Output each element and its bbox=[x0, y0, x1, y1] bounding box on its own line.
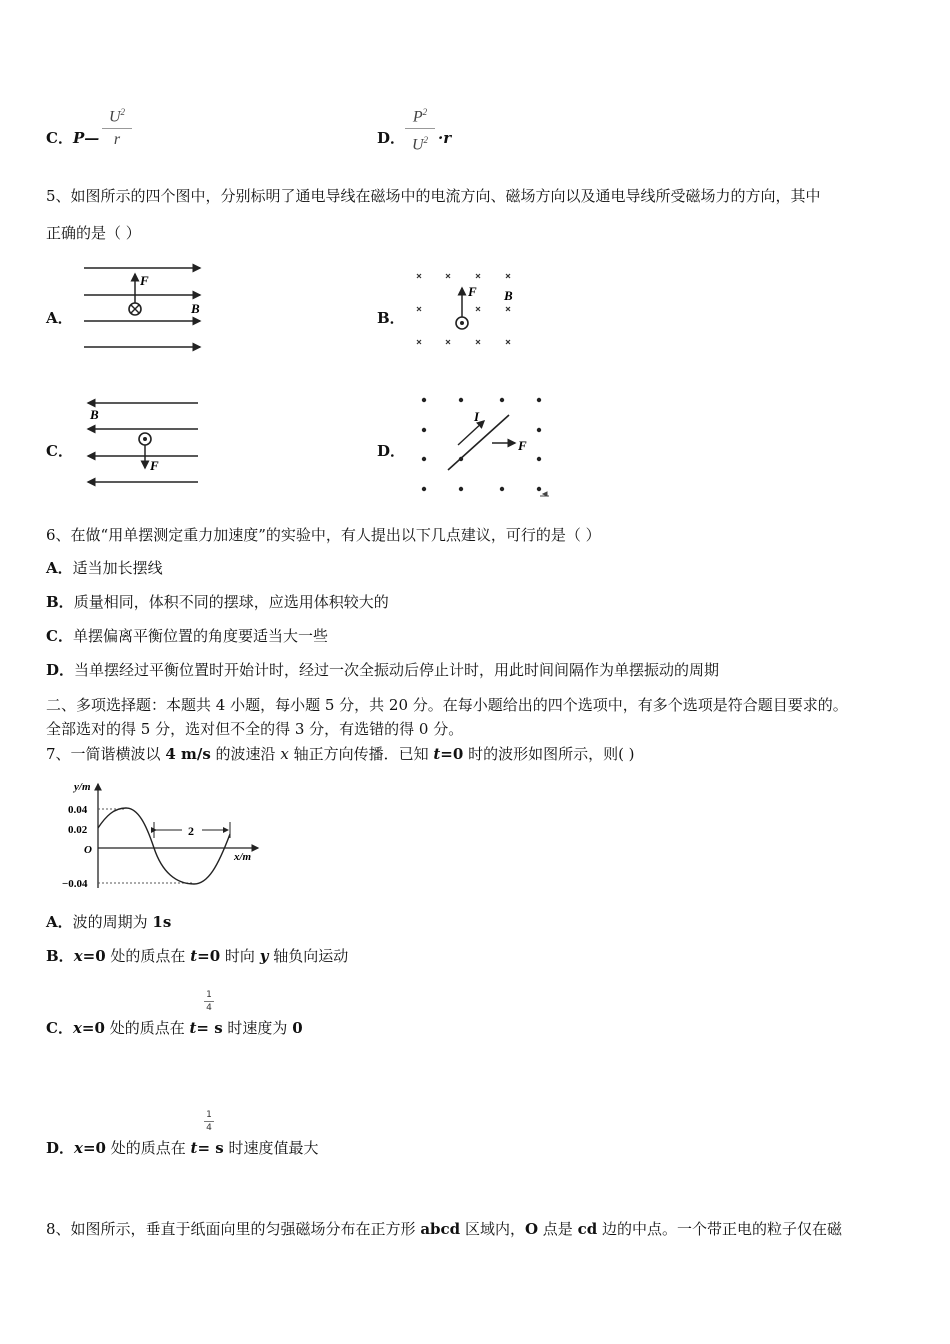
q6-a-text: 适当加长摆线 bbox=[72, 559, 163, 577]
q5-figure-d bbox=[412, 390, 558, 500]
force-label: F bbox=[140, 273, 149, 288]
y-axis-label: y/m bbox=[74, 781, 91, 793]
q8-stem bbox=[46, 1219, 842, 1239]
q4-d-den: U bbox=[411, 136, 424, 154]
q5-figure-b bbox=[408, 266, 528, 352]
q7-wave-figure bbox=[58, 778, 268, 894]
q6-option-a bbox=[46, 558, 163, 578]
wavelength-label: 2 bbox=[188, 824, 194, 838]
q8-d: O bbox=[524, 1220, 539, 1238]
force-label: F bbox=[518, 438, 527, 453]
q6-d-label: D． bbox=[46, 661, 75, 679]
q6-b-label: B． bbox=[46, 593, 74, 611]
q4-option-d-fraction bbox=[405, 103, 435, 155]
q7-stem-c: 的波速沿 bbox=[210, 745, 281, 763]
q8-b: abcd bbox=[420, 1220, 461, 1238]
q8-a: 8、如图所示，垂直于纸面向里的匀强磁场分布在正方形 bbox=[46, 1220, 421, 1238]
q7-b-d: 时向 bbox=[220, 947, 260, 965]
q8-g: 边的中点。一个带正电的粒子仅在磁 bbox=[597, 1220, 842, 1238]
q4-d-post: ·r bbox=[438, 129, 452, 147]
q7-stem-x: x bbox=[280, 745, 289, 763]
y-tick-neg-0.04: −0.04 bbox=[62, 878, 88, 890]
q7-a-text: 波的周期为 bbox=[72, 913, 153, 931]
q7-b-c: =0 bbox=[197, 947, 221, 965]
q4-d-num-exp: 2 bbox=[422, 107, 428, 117]
q5-figure-c bbox=[80, 394, 204, 492]
q4-c-num: U bbox=[108, 108, 121, 126]
q7-d-unit: s bbox=[215, 1139, 224, 1157]
q7-b-b: 处的质点在 bbox=[105, 947, 191, 965]
q6-c-text: 单摆偏离平衡位置的角度要适当大一些 bbox=[72, 627, 328, 645]
field-label: B bbox=[504, 288, 513, 303]
q7-stem-h: 时的波形如图所示，则( ) bbox=[463, 745, 635, 763]
field-label: B bbox=[191, 301, 200, 316]
q7-b-label: B． bbox=[46, 947, 74, 965]
q6-option-c bbox=[46, 626, 328, 646]
q7-option-b bbox=[46, 946, 348, 966]
force-label: F bbox=[468, 284, 477, 299]
current-label: I bbox=[474, 409, 480, 424]
q7-c-fraction bbox=[204, 990, 214, 1013]
q7-c-t: t bbox=[189, 1019, 197, 1037]
q6-stem: 6、在做“用单摆测定重力加速度”的实验中，有人提出以下几点建议，可行的是（ ） bbox=[46, 526, 601, 544]
q6-d-text: 当单摆经过平衡位置时开始计时，经过一次全振动后停止计时，用此时间间隔作为单摆振动的周期 bbox=[74, 661, 720, 679]
q4-c-num-exp: 2 bbox=[120, 107, 126, 117]
q7-option-a bbox=[46, 912, 171, 932]
q7-option-d bbox=[46, 1138, 319, 1158]
y-tick-0.02: 0.02 bbox=[68, 824, 88, 836]
q7-a-label: A． bbox=[46, 913, 73, 931]
q5-label-c: C． bbox=[46, 442, 73, 460]
q8-c: 区域内， bbox=[460, 1220, 525, 1238]
origin-label: O bbox=[84, 844, 92, 856]
x-axis-label: x/m bbox=[234, 851, 252, 863]
q7-d-num: 1 bbox=[206, 1110, 212, 1120]
q7-stem-g: =0 bbox=[440, 745, 464, 763]
q4-option-c-label: C． bbox=[46, 129, 73, 147]
q7-c-f: 0 bbox=[292, 1019, 303, 1037]
q7-c-c: = bbox=[196, 1019, 215, 1037]
section2-instructions-line1: 二、多项选择题：本题共 4 小题，每小题 5 分，共 20 分。在每小题给出的四个选项中，有多个选项是符合题目要求的。 bbox=[46, 696, 848, 714]
q7-c-x: x bbox=[72, 1019, 82, 1037]
q7-d-fraction bbox=[204, 1110, 214, 1133]
q7-b-x: x bbox=[73, 947, 83, 965]
q6-a-label: A． bbox=[46, 559, 73, 577]
q7-d-c: = bbox=[197, 1139, 216, 1157]
q7-d-den: 4 bbox=[206, 1123, 212, 1133]
q7-c-label: C． bbox=[46, 1019, 73, 1037]
q5-stem-line2: 正确的是（ ） bbox=[46, 224, 141, 242]
q4-option-c-fraction bbox=[102, 103, 132, 149]
y-tick-0.04: 0.04 bbox=[68, 804, 88, 816]
q5-stem-line1: 5、如图所示的四个图中，分别标明了通电导线在磁场中的电流方向、磁场方向以及通电导线所受磁场力的方向，其中 bbox=[46, 187, 821, 205]
q5-label-d: D． bbox=[377, 442, 406, 460]
q7-b-y: y bbox=[259, 947, 269, 965]
q7-option-c bbox=[46, 1018, 303, 1038]
q7-c-unit: s bbox=[214, 1019, 223, 1037]
q7-d-label: D． bbox=[46, 1139, 75, 1157]
q4-c-den: r bbox=[113, 131, 121, 149]
field-label: B bbox=[90, 407, 99, 422]
q7-b-t: t bbox=[190, 947, 198, 965]
q7-b-a: =0 bbox=[82, 947, 106, 965]
q7-a-value: 1s bbox=[152, 913, 172, 931]
q7-stem bbox=[46, 744, 635, 764]
q6-b-text: 质量相同，体积不同的摆球，应选用体积较大的 bbox=[73, 593, 389, 611]
q4-option-d-label: D． bbox=[377, 129, 406, 147]
q6-option-d bbox=[46, 660, 719, 680]
field-into-page-crosses bbox=[417, 274, 510, 344]
q7-c-a: =0 bbox=[81, 1019, 105, 1037]
q5-label-b: B． bbox=[377, 309, 405, 327]
q6-c-label: C． bbox=[46, 627, 73, 645]
q7-stem-e: 轴正方向传播．已知 bbox=[288, 745, 434, 763]
q7-c-e: 时速度为 bbox=[222, 1019, 293, 1037]
force-label: F bbox=[150, 458, 159, 473]
q7-d-x: x bbox=[74, 1139, 83, 1157]
q7-d-b: 处的质点在 bbox=[105, 1139, 191, 1157]
q8-f: cd bbox=[577, 1220, 598, 1238]
q5-label-a: A． bbox=[46, 309, 73, 327]
q8-e: 点是 bbox=[538, 1220, 578, 1238]
q7-c-b: 处的质点在 bbox=[104, 1019, 190, 1037]
q4-d-den-exp: 2 bbox=[423, 135, 429, 146]
q7-c-num: 1 bbox=[206, 990, 212, 1000]
q7-stem-speed: 4 m/s bbox=[165, 745, 211, 763]
q5-figure-a bbox=[80, 258, 208, 354]
q4-option-d-suffix bbox=[438, 128, 451, 148]
q7-stem-t: t bbox=[433, 745, 441, 763]
q7-d-t: t bbox=[190, 1139, 198, 1157]
q7-b-e: 轴负向运动 bbox=[268, 947, 349, 965]
q7-d-e: 时速度值最大 bbox=[223, 1139, 319, 1157]
q7-d-a: =0 bbox=[82, 1139, 106, 1157]
q7-c-den: 4 bbox=[206, 1003, 212, 1013]
q4-option-c bbox=[46, 128, 99, 148]
q4-d-num: P bbox=[412, 108, 423, 126]
q7-stem-a: 7、一简谐横波以 bbox=[46, 745, 166, 763]
wave-curve bbox=[98, 808, 230, 884]
q6-option-b bbox=[46, 592, 389, 612]
section2-instructions-line2: 全部选对的得 5 分，选对但不全的得 3 分，有选错的得 0 分。 bbox=[46, 720, 464, 738]
q4-option-c-prefix: P— bbox=[72, 129, 100, 147]
